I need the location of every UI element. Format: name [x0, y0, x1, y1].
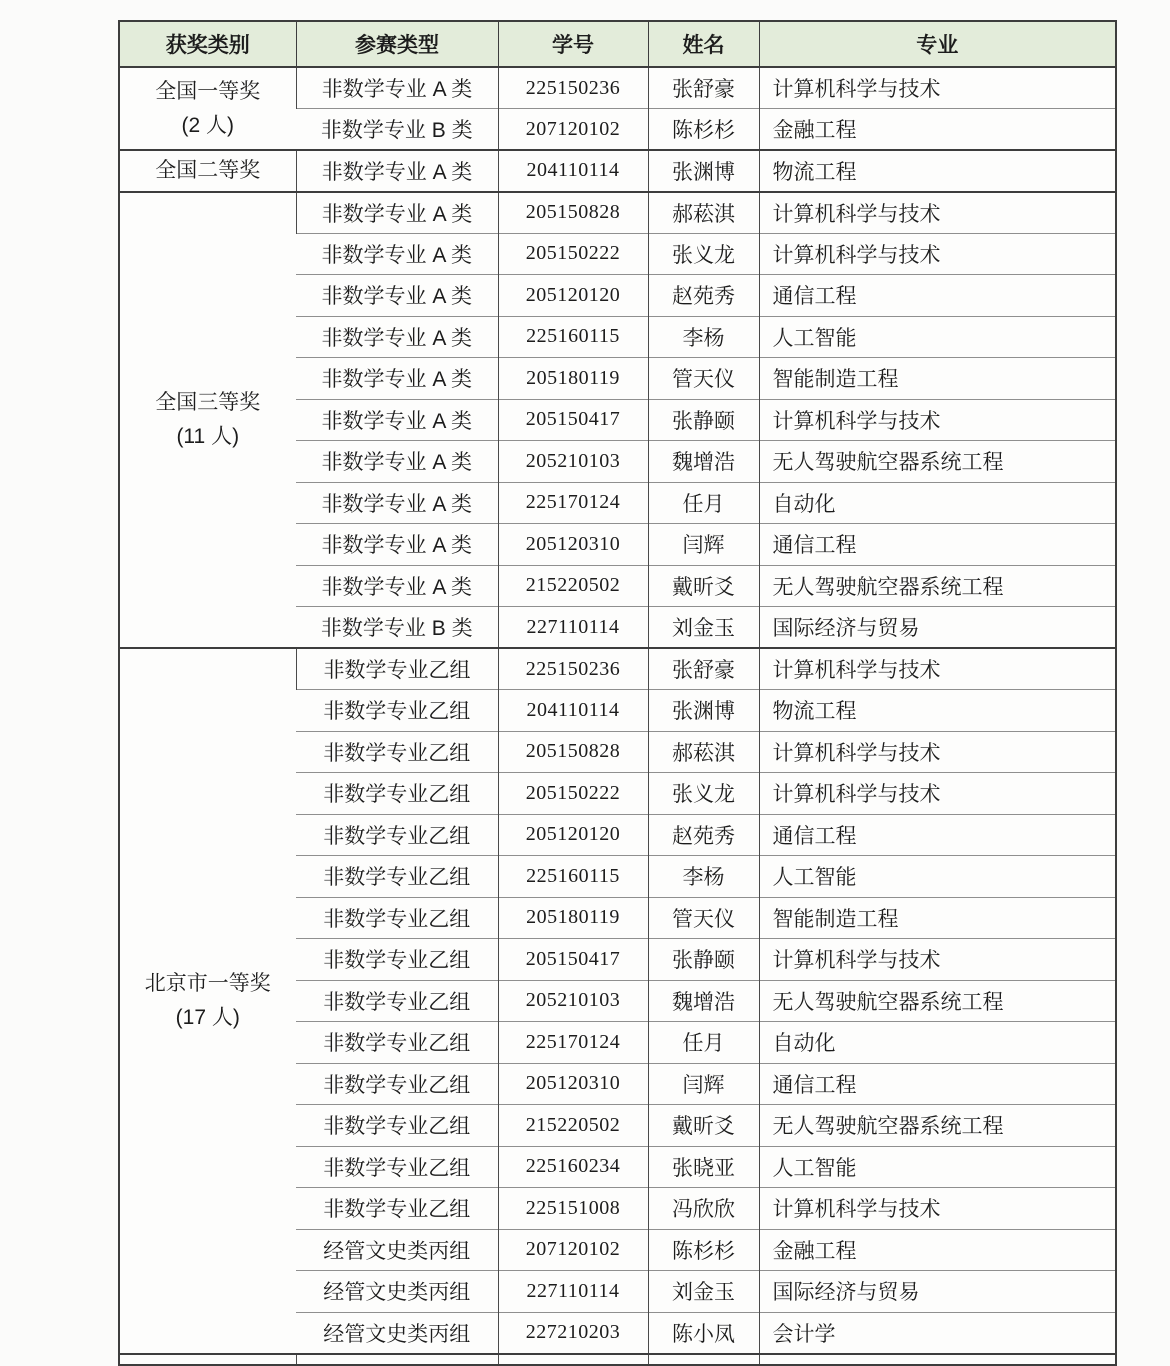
major-cell: 无人驾驶航空器系统工程 [759, 441, 1116, 483]
award-category-name: 全国三等奖 [155, 390, 261, 414]
award-category-count: (17 人) [175, 1005, 240, 1029]
student-id-cell: 225170124 [498, 1022, 648, 1064]
student-name-cell: 张渊博 [648, 150, 759, 192]
major-cell: 人工智能 [759, 1146, 1116, 1188]
major-cell: 人工智能 [759, 856, 1116, 898]
entry-type-cell: 非数学专业 A 类 [296, 399, 498, 441]
table-row-partial [119, 1354, 1116, 1365]
column-header-award-category: 获奖类别 [119, 21, 296, 67]
student-name-cell: 刘金玉 [648, 607, 759, 649]
student-name-cell: 魏增浩 [648, 980, 759, 1022]
major-cell: 计算机科学与技术 [759, 773, 1116, 815]
student-name-cell: 张舒豪 [648, 67, 759, 109]
entry-type-cell: 非数学专业 A 类 [296, 316, 498, 358]
student-id-cell: 205210103 [498, 441, 648, 483]
major-cell: 计算机科学与技术 [759, 731, 1116, 773]
student-name-cell: 李杨 [648, 856, 759, 898]
entry-type-cell: 非数学专业 A 类 [296, 482, 498, 524]
entry-type-cell: 非数学专业 A 类 [296, 358, 498, 400]
column-header-student-id: 学号 [498, 21, 648, 67]
student-name-cell: 赵苑秀 [648, 275, 759, 317]
award-category-cell [119, 648, 296, 1354]
entry-type-cell: 非数学专业乙组 [296, 939, 498, 981]
major-cell: 无人驾驶航空器系统工程 [759, 1105, 1116, 1147]
major-cell: 计算机科学与技术 [759, 648, 1116, 690]
student-id-cell: 205150417 [498, 939, 648, 981]
student-name-cell: 任月 [648, 482, 759, 524]
student-id-cell: 204110114 [498, 150, 648, 192]
entry-type-cell: 非数学专业乙组 [296, 1146, 498, 1188]
student-id-cell: 205180119 [498, 358, 648, 400]
award-category-cell [119, 67, 296, 150]
student-id-cell: 205150828 [498, 192, 648, 234]
column-header-major: 专业 [759, 21, 1116, 67]
student-id-cell: 225150236 [498, 67, 648, 109]
student-id-cell: 205120120 [498, 275, 648, 317]
awards-table [118, 20, 1117, 1366]
student-id-cell: 205150417 [498, 399, 648, 441]
major-cell: 国际经济与贸易 [759, 607, 1116, 649]
student-name-cell: 刘金玉 [648, 1271, 759, 1313]
student-id-cell: 205210103 [498, 980, 648, 1022]
entry-type-cell: 非数学专业乙组 [296, 1063, 498, 1105]
major-cell: 人工智能 [759, 316, 1116, 358]
empty-cell [498, 1354, 648, 1365]
major-cell: 计算机科学与技术 [759, 233, 1116, 275]
table-row [119, 150, 1116, 192]
major-cell: 物流工程 [759, 150, 1116, 192]
student-name-cell: 张义龙 [648, 233, 759, 275]
empty-cell [759, 1354, 1116, 1365]
major-cell: 通信工程 [759, 814, 1116, 856]
student-name-cell: 戴昕爻 [648, 1105, 759, 1147]
major-cell: 智能制造工程 [759, 897, 1116, 939]
entry-type-cell: 非数学专业乙组 [296, 1022, 498, 1064]
student-name-cell: 闫辉 [648, 1063, 759, 1105]
student-id-cell: 215220502 [498, 1105, 648, 1147]
student-name-cell: 管天仪 [648, 897, 759, 939]
student-id-cell: 227110114 [498, 1271, 648, 1313]
student-id-cell: 227110114 [498, 607, 648, 649]
column-header-name: 姓名 [648, 21, 759, 67]
major-cell: 智能制造工程 [759, 358, 1116, 400]
major-cell: 通信工程 [759, 275, 1116, 317]
major-cell: 会计学 [759, 1312, 1116, 1354]
entry-type-cell: 非数学专业乙组 [296, 690, 498, 732]
student-name-cell: 郝菘淇 [648, 731, 759, 773]
entry-type-cell: 非数学专业乙组 [296, 814, 498, 856]
entry-type-cell: 非数学专业 A 类 [296, 67, 498, 109]
major-cell: 计算机科学与技术 [759, 1188, 1116, 1230]
entry-type-cell: 经管文史类丙组 [296, 1271, 498, 1313]
student-name-cell: 张静颐 [648, 939, 759, 981]
student-name-cell: 张渊博 [648, 690, 759, 732]
student-name-cell: 张舒豪 [648, 648, 759, 690]
entry-type-cell: 非数学专业 A 类 [296, 192, 498, 234]
student-id-cell: 205120310 [498, 524, 648, 566]
student-id-cell: 215220502 [498, 565, 648, 607]
major-cell: 金融工程 [759, 1229, 1116, 1271]
entry-type-cell: 非数学专业 A 类 [296, 441, 498, 483]
entry-type-cell: 非数学专业乙组 [296, 897, 498, 939]
student-id-cell: 205150828 [498, 731, 648, 773]
table-row [119, 67, 1116, 109]
award-category-name: 北京市一等奖 [144, 971, 271, 995]
award-category-count: (11 人) [176, 424, 240, 448]
student-id-cell: 225150236 [498, 648, 648, 690]
student-name-cell: 管天仪 [648, 358, 759, 400]
student-id-cell: 205120120 [498, 814, 648, 856]
award-category-count: (2 人) [181, 113, 234, 137]
student-name-cell: 陈杉杉 [648, 1229, 759, 1271]
major-cell: 金融工程 [759, 109, 1116, 151]
entry-type-cell: 非数学专业 A 类 [296, 524, 498, 566]
student-name-cell: 张晓亚 [648, 1146, 759, 1188]
major-cell: 无人驾驶航空器系统工程 [759, 980, 1116, 1022]
student-id-cell: 204110114 [498, 690, 648, 732]
award-category-name: 全国一等奖 [155, 79, 261, 103]
entry-type-cell: 非数学专业乙组 [296, 648, 498, 690]
student-id-cell: 225160234 [498, 1146, 648, 1188]
table-body [119, 67, 1116, 1365]
entry-type-cell: 非数学专业 B 类 [296, 109, 498, 151]
major-cell: 自动化 [759, 482, 1116, 524]
student-name-cell: 郝菘淇 [648, 192, 759, 234]
major-cell: 计算机科学与技术 [759, 939, 1116, 981]
major-cell: 通信工程 [759, 524, 1116, 566]
entry-type-cell: 非数学专业乙组 [296, 980, 498, 1022]
entry-type-cell: 非数学专业乙组 [296, 731, 498, 773]
student-id-cell: 225160115 [498, 316, 648, 358]
entry-type-cell: 经管文史类丙组 [296, 1312, 498, 1354]
major-cell: 自动化 [759, 1022, 1116, 1064]
entry-type-cell: 非数学专业 B 类 [296, 607, 498, 649]
entry-type-cell: 非数学专业乙组 [296, 773, 498, 815]
major-cell: 国际经济与贸易 [759, 1271, 1116, 1313]
student-id-cell: 205180119 [498, 897, 648, 939]
student-id-cell: 205120310 [498, 1063, 648, 1105]
entry-type-cell: 非数学专业 A 类 [296, 150, 498, 192]
student-name-cell: 任月 [648, 1022, 759, 1064]
major-cell: 计算机科学与技术 [759, 192, 1116, 234]
award-category-cell [119, 150, 296, 192]
major-cell: 计算机科学与技术 [759, 399, 1116, 441]
student-id-cell: 225151008 [498, 1188, 648, 1230]
table-row [119, 648, 1116, 690]
table-header [119, 21, 1116, 67]
major-cell: 无人驾驶航空器系统工程 [759, 565, 1116, 607]
empty-cell [648, 1354, 759, 1365]
student-name-cell: 张静颐 [648, 399, 759, 441]
student-id-cell: 225170124 [498, 482, 648, 524]
column-header-entry-type: 参赛类型 [296, 21, 498, 67]
major-cell: 通信工程 [759, 1063, 1116, 1105]
student-id-cell: 225160115 [498, 856, 648, 898]
entry-type-cell: 非数学专业乙组 [296, 856, 498, 898]
entry-type-cell: 经管文史类丙组 [296, 1229, 498, 1271]
major-cell: 物流工程 [759, 690, 1116, 732]
student-name-cell: 戴昕爻 [648, 565, 759, 607]
student-name-cell: 张义龙 [648, 773, 759, 815]
award-category-cell [119, 192, 296, 649]
student-name-cell: 冯欣欣 [648, 1188, 759, 1230]
student-name-cell: 魏增浩 [648, 441, 759, 483]
award-category-name: 全国二等奖 [155, 158, 261, 182]
student-name-cell: 陈小凤 [648, 1312, 759, 1354]
student-name-cell: 闫辉 [648, 524, 759, 566]
entry-type-cell: 非数学专业 A 类 [296, 565, 498, 607]
student-name-cell: 陈杉杉 [648, 109, 759, 151]
major-cell: 计算机科学与技术 [759, 67, 1116, 109]
table-row [119, 192, 1116, 234]
entry-type-cell: 非数学专业乙组 [296, 1105, 498, 1147]
empty-cell [119, 1354, 296, 1365]
entry-type-cell: 非数学专业 A 类 [296, 233, 498, 275]
header-row [119, 21, 1116, 67]
student-id-cell: 205150222 [498, 233, 648, 275]
student-id-cell: 227210203 [498, 1312, 648, 1354]
student-name-cell: 赵苑秀 [648, 814, 759, 856]
student-id-cell: 207120102 [498, 1229, 648, 1271]
entry-type-cell: 非数学专业乙组 [296, 1188, 498, 1230]
empty-cell [296, 1354, 498, 1365]
entry-type-cell: 非数学专业 A 类 [296, 275, 498, 317]
student-name-cell: 李杨 [648, 316, 759, 358]
student-id-cell: 205150222 [498, 773, 648, 815]
student-id-cell: 207120102 [498, 109, 648, 151]
